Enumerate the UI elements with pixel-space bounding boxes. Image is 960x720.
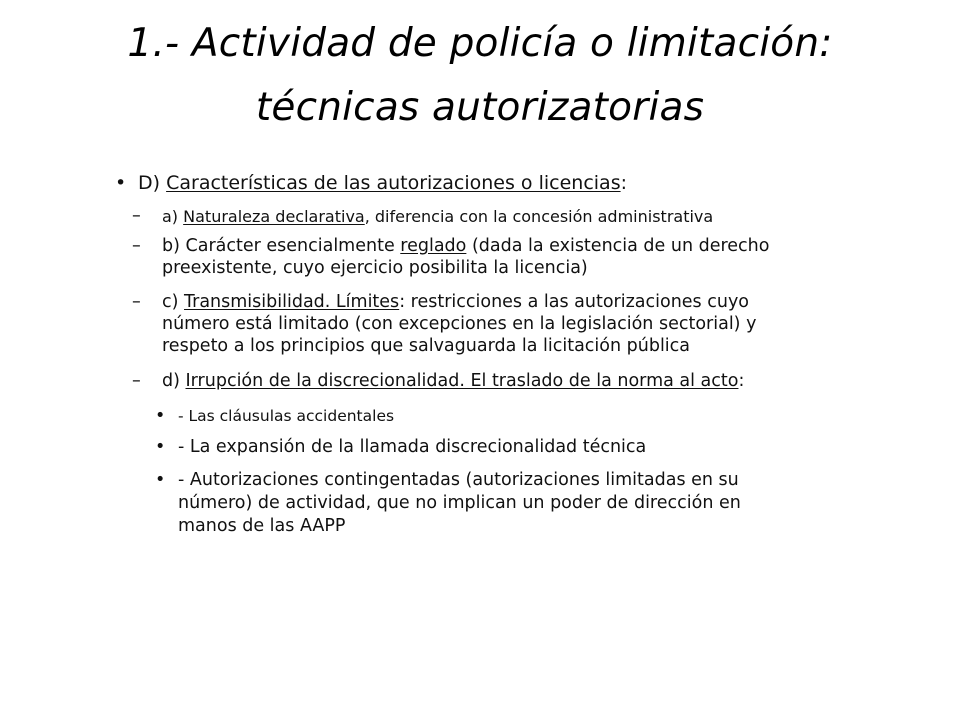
sub-item-1: - Las cláusulas accidentales — [178, 407, 395, 425]
sub-item-2: - La expansión de la llamada discrecionalidad técnica — [178, 437, 647, 457]
item-d-suffix: : — [738, 371, 745, 391]
dash-marker: – — [132, 371, 141, 391]
item-b-suffix: (dada la existencia de un derecho — [466, 236, 770, 256]
item-d-prefix: d) — [162, 371, 186, 391]
bullet-d — [138, 172, 627, 194]
sub-item-3-line-3: manos de las AAPP — [178, 516, 346, 536]
item-a-prefix: a) — [162, 207, 184, 226]
bullet-d-underlined: Características de las autorizaciones o licencias — [166, 172, 621, 194]
item-b-underlined: reglado — [400, 236, 467, 256]
item-c-line-3: respeto a los principios que salvaguarda la licitación pública — [162, 336, 691, 356]
item-c-line-2: número está limitado (con excepciones en la legislación sectorial) y — [162, 314, 757, 334]
dash-marker: – — [132, 236, 141, 256]
sub-item-3-line-2: número) de actividad, que no implican un poder de dirección en — [178, 493, 741, 513]
item-b-line-1 — [162, 236, 769, 256]
item-b-prefix: b) Carácter esencialmente — [162, 236, 401, 256]
item-c-line-1 — [162, 292, 749, 312]
bullet-d-suffix: : — [620, 172, 627, 194]
sub-bullet-marker: • — [155, 406, 166, 426]
item-c-suffix: : restricciones a las autorizaciones cuyo — [399, 292, 750, 312]
item-c-prefix: c) — [162, 292, 185, 312]
sub-item-3-line-1: - Autorizaciones contingentadas (autorizaciones limitadas en su — [178, 470, 739, 490]
slide-title-line-2: técnicas autorizatorias — [255, 85, 705, 130]
item-a-suffix: , diferencia con la concesión administrativa — [364, 207, 714, 226]
item-b-line-2: preexistente, cuyo ejercicio posibilita la licencia) — [162, 258, 588, 278]
sub-bullet-marker: • — [155, 470, 166, 490]
item-d — [162, 371, 744, 391]
bullet-d-prefix: D) — [138, 172, 167, 194]
item-a-underlined: Naturaleza declarativa — [183, 207, 365, 226]
dash-marker: – — [132, 292, 141, 312]
item-d-underlined: Irrupción de la discrecionalidad. El traslado de la norma al acto — [185, 371, 739, 391]
slide-title-line-1: 1.- Actividad de policía o limitación: — [127, 21, 833, 66]
sub-bullet-marker: • — [155, 437, 166, 457]
item-c-underlined: Transmisibilidad. Límites — [184, 292, 400, 312]
dash-marker: – — [132, 206, 141, 226]
item-a — [162, 207, 713, 226]
bullet-marker: • — [115, 172, 127, 194]
